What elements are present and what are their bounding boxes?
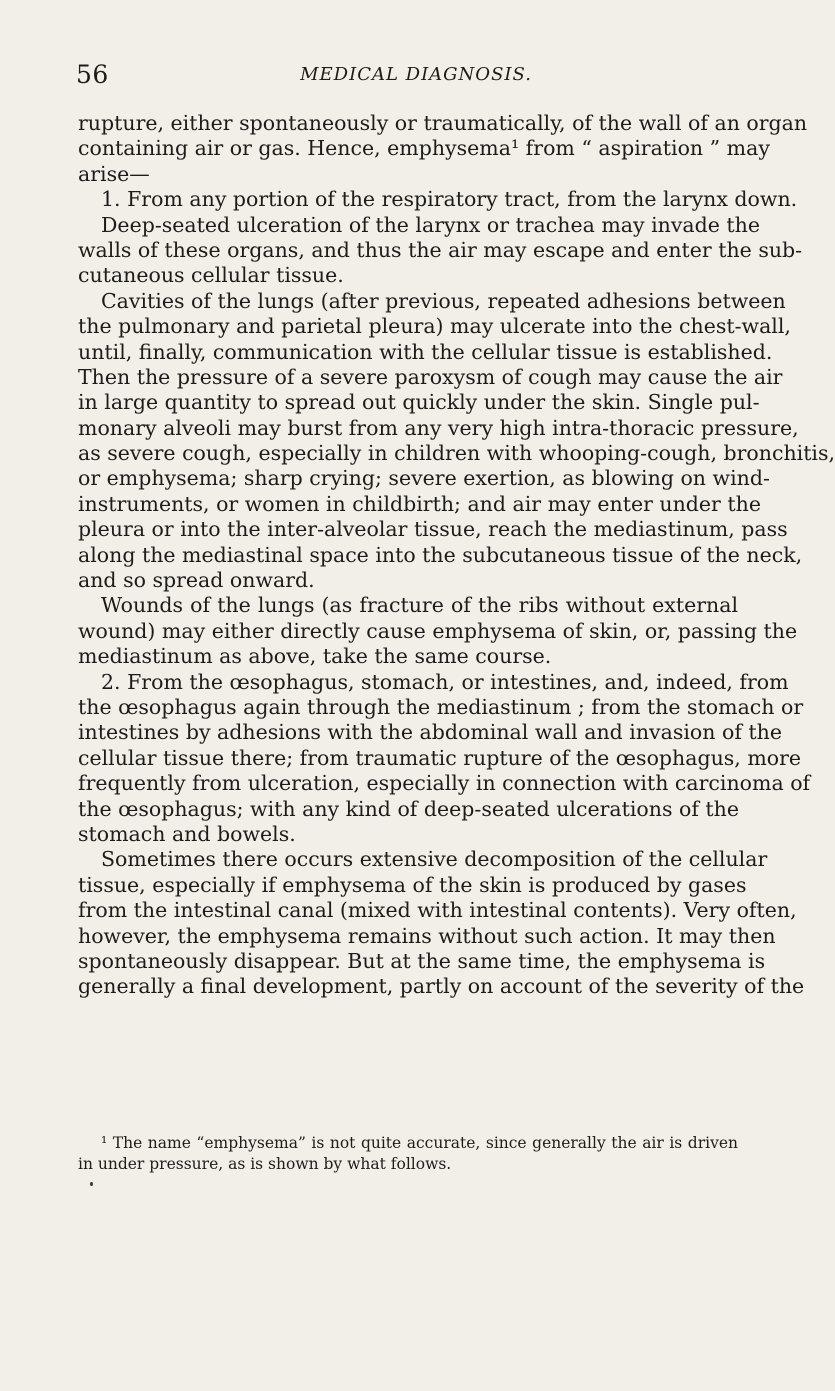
running-title: MEDICAL DIAGNOSIS. — [300, 64, 532, 85]
text-line: arise— — [78, 161, 150, 186]
text-line: the pulmonary and parietal pleura) may ulcerate into the chest-wall, — [78, 314, 791, 339]
text-line: stomach and bowels. — [78, 821, 296, 846]
text-line: 2. From the œsophagus, stomach, or intestines, and, indeed, from — [101, 669, 789, 694]
text-line: pleura or into the inter-alveolar tissue, reach the mediastinum, pass — [78, 517, 788, 542]
text-line: as severe cough, especially in children with whooping-cough, bronchitis, — [78, 441, 835, 466]
text-line: wound) may either directly cause emphysema of skin, or, passing the — [78, 618, 798, 643]
text-line: along the mediastinal space into the subcutaneous tissue of the neck, — [78, 542, 803, 567]
text-line: cellular tissue there; from traumatic rupture of the œsophagus, more — [78, 745, 802, 770]
text-line: generally a final development, partly on account of the severity of the — [78, 974, 805, 999]
text-line: walls of these organs, and thus the air may escape and enter the sub- — [78, 237, 803, 262]
print-speck — [90, 1182, 93, 1186]
text-line: 1. From any portion of the respiratory tract, from the larynx down. — [101, 187, 798, 212]
text-line: Cavities of the lungs (after previous, repeated adhesions between — [101, 288, 786, 313]
text-line: Then the pressure of a severe paroxysm of cough may cause the air — [78, 364, 783, 389]
text-line: the œsophagus again through the mediastinum ; from the stomach or — [78, 694, 804, 719]
text-line: instruments, or women in childbirth; and air may enter under the — [78, 491, 761, 516]
text-line: from the intestinal canal (mixed with intestinal contents). Very often, — [78, 898, 797, 923]
text-line: Deep-seated ulceration of the larynx or trachea may invade the — [101, 212, 760, 237]
text-line: until, finally, communication with the cellular tissue is established. — [78, 339, 773, 364]
text-line: and so spread onward. — [78, 568, 315, 593]
text-line: spontaneously disappear. But at the same time, the emphysema is — [78, 948, 766, 973]
text-line: the œsophagus; with any kind of deep-seated ulcerations of the — [78, 796, 739, 821]
page-header — [76, 60, 736, 90]
footnote-line: ¹ The name “emphysema” is not quite accurate, since generally the air is driven — [101, 1134, 738, 1152]
text-line: in large quantity to spread out quickly under the skin. Single pul- — [78, 390, 760, 415]
footnote-block — [78, 1133, 738, 1175]
text-line: cutaneous cellular tissue. — [78, 263, 344, 288]
text-line: frequently from ulceration, especially in connection with carcinoma of — [78, 771, 811, 796]
text-line: tissue, especially if emphysema of the skin is produced by gases — [78, 872, 747, 897]
text-line: Wounds of the lungs (as fracture of the ribs without external — [101, 593, 738, 618]
text-line: rupture, either spontaneously or traumatically, of the wall of an organ — [78, 111, 808, 135]
text-line: intestines by adhesions with the abdominal wall and invasion of the — [78, 720, 783, 745]
page-number: 56 — [76, 60, 109, 89]
text-line: mediastinum as above, take the same course. — [78, 644, 552, 669]
text-line: containing air or gas. Hence, emphysema¹ from “ aspiration ” may — [78, 136, 770, 161]
text-line: however, the emphysema remains without such action. It may then — [78, 923, 776, 948]
text-line: or emphysema; sharp crying; severe exertion, as blowing on wind- — [78, 466, 770, 491]
text-line: Sometimes there occurs extensive decomposition of the cellular — [101, 847, 768, 872]
footnote-line: in under pressure, as is shown by what follows. — [78, 1155, 452, 1173]
body-text — [78, 111, 835, 1000]
text-line: monary alveoli may burst from any very high intra-thoracic pressure, — [78, 415, 799, 440]
